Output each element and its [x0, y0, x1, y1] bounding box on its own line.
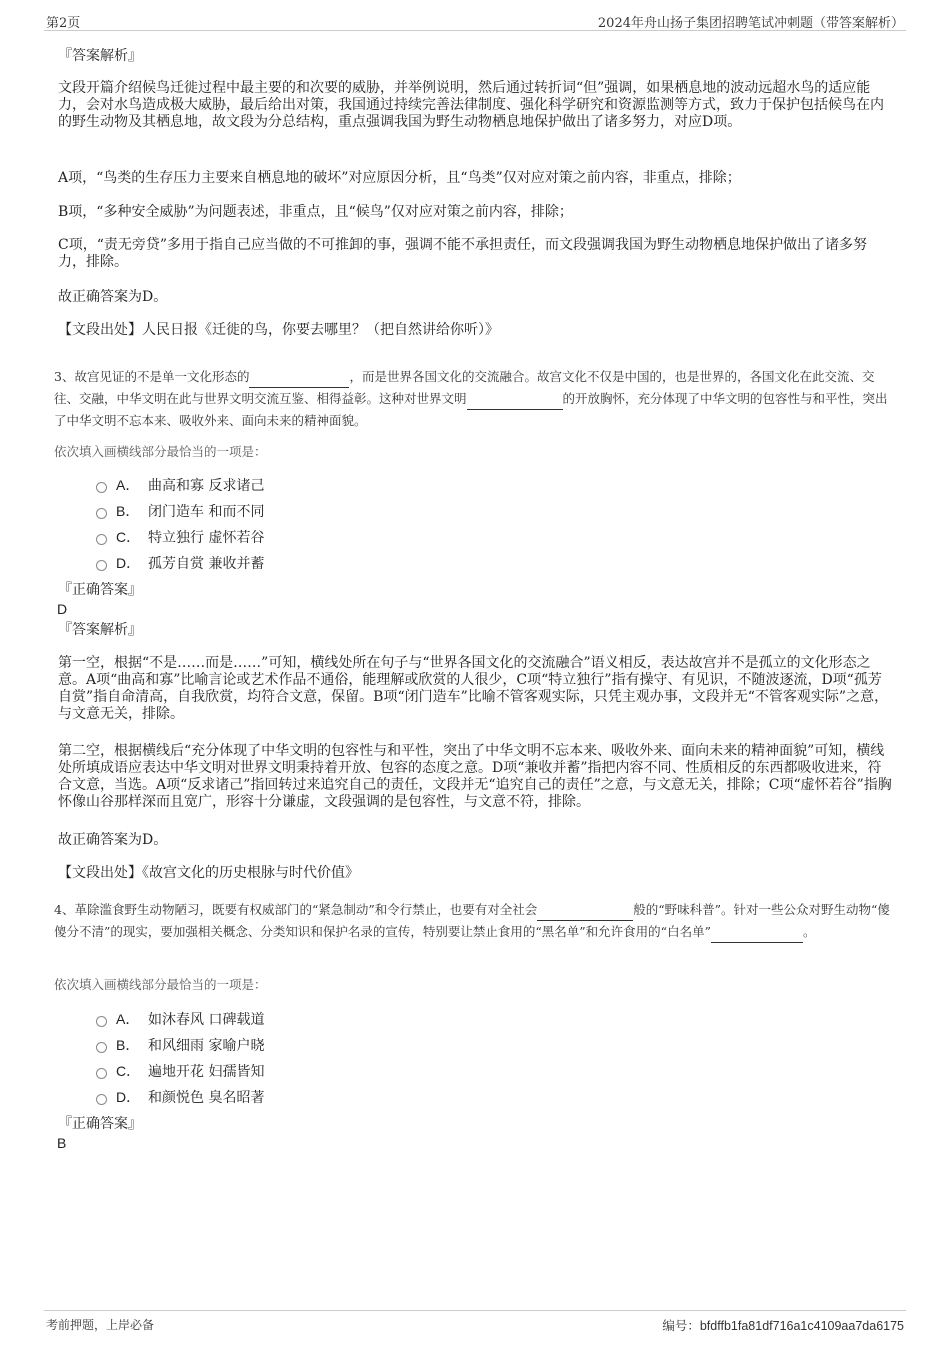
radio-icon[interactable]: [96, 560, 107, 571]
radio-icon[interactable]: [96, 508, 107, 519]
option-d[interactable]: D． 和颜悦色 臭名昭著: [96, 1088, 264, 1106]
document-code: 编号：bfdffb1fa81df716a1c4109aa7da6175: [662, 1319, 904, 1333]
radio-icon[interactable]: [96, 1094, 107, 1105]
blank-1: [249, 366, 349, 388]
correct-answer: B: [57, 1135, 67, 1151]
radio-icon[interactable]: [96, 534, 107, 545]
correct-answer-label: 『正确答案』: [58, 582, 142, 598]
question-4-stem: 4、革除滥食野生动物陋习，既要有权威部门的“紧急制动”和令行禁止，也要有对全社会 般的“野味科普”。针对一些公众对野生动物“傻傻分不清”的现实，要加强相关概念、分类知识和保护名录的宣传，特别要让禁止食用的“黑名单”和允许食用的“白名单” 。: [54, 899, 896, 943]
option-c[interactable]: C． 特立独行 虚怀若谷: [96, 528, 264, 546]
document-title: 2024年舟山扬子集团招聘笔试冲刺题（带答案解析）: [597, 16, 904, 31]
analysis-paragraph-2: 第二空，根据横线后“充分体现了中华文明的包容性与和平性，突出了中华文明不忘本来、吸收外来、面向未来的精神面貌”可知，横线处所填成语应表达中华文明对世界文明秉持着开放、包容的态度之意。D项“兼收并蓄”指把内容不同、性质相反的东西都吸收进来，符合文意，当选。A项“反求诸己”指回转过来追究自己的责任，文段并无“追究自己的责任”之意，与文意无关，排除；C项“虚怀若谷”指胸怀像山谷那样深而且宽广，形容十分谦虚，文段强调的是包容性，与文意不符，排除。: [58, 743, 892, 810]
blank-2: [467, 388, 563, 410]
correct-answer: D: [57, 601, 68, 617]
page-header: [44, 0, 906, 31]
page-footer: [44, 1310, 906, 1333]
option-a[interactable]: A． 曲高和寡 反求诸己: [96, 476, 264, 494]
option-b-analysis: B项，“多种安全威胁”为问题表述，非重点，且“候鸟”仅对应对策之前内容，排除；: [58, 204, 573, 220]
blank-2: [711, 921, 803, 943]
analysis-paragraph: 文段开篇介绍候鸟迁徙过程中最主要的和次要的威胁，并举例说明，然后通过转折词“但”强调，如果栖息地的波动远超水鸟的适应能力，会对水鸟造成极大威胁，最后给出对策，我国通过持续完善法律制度、强化科学研究和资源监测等方式，致力于保护包括候鸟在内的野生动物及其栖息地，故文段为分总结构，重点强调我国为野生动物栖息地保护做出了诸多努力，对应D项。: [58, 80, 884, 130]
option-c-analysis: C项，“责无旁贷”多用于指自己应当做的不可推卸的事，强调不能不承担责任，而文段强调我国为野生动物栖息地保护做出了诸多努力，排除。: [58, 237, 868, 270]
option-a[interactable]: A． 如沐春风 口碑载道: [96, 1010, 264, 1028]
analysis-label: 『答案解析』: [58, 48, 142, 64]
radio-icon[interactable]: [96, 1042, 107, 1053]
conclusion: 故正确答案为D。: [58, 289, 168, 305]
footer-slogan: 考前押题，上岸必备: [46, 1318, 155, 1332]
conclusion: 故正确答案为D。: [58, 832, 168, 848]
source-citation: 【文段出处】人民日报《迁徙的鸟，你要去哪里？（把自然讲给你听）》: [58, 322, 499, 338]
question-3-stem: 3、故宫见证的不是单一文化形态的 ，而是世界各国文化的交流融合。故宫文化不仅是中国的，也是世界的，各国文化在此交流、交往、交融，中华文明在此与世界文明交流互鉴、相得益彰。这种对世界文明 的开放胸怀，充分体现了中华文明的包容性与和平性，突出了中华文明不忘本来、吸收外来、面向未来的精神面貌。: [54, 366, 896, 431]
option-b[interactable]: B． 和风细雨 家喻户晓: [96, 1036, 264, 1054]
correct-answer-label: 『正确答案』: [58, 1116, 142, 1132]
analysis-label: 『答案解析』: [58, 622, 142, 638]
radio-icon[interactable]: [96, 482, 107, 493]
option-a-analysis: A项，“鸟类的生存压力主要来自栖息地的破坏”对应原因分析，且“鸟类”仅对应对策之前内容，非重点，排除；: [58, 170, 741, 186]
analysis-paragraph-1: 第一空，根据“不是……而是……”可知，横线处所在句子与“世界各国文化的交流融合”语义相反，表达故宫并不是孤立的文化形态之意。A项“曲高和寡”比喻言论或艺术作品不通俗，能理解或欣赏的人很少，C项“特立独行”指有操守、有见识，不随波逐流，D项“孤芳自赏”指自命清高，自我欣赏，均符合文意，保留。B项“闭门造车”比喻不管客观实际，只凭主观办事，文段并无“不管客观实际”之意，与文意无关，排除。: [58, 655, 889, 722]
option-b[interactable]: B． 闭门造车 和而不同: [96, 502, 264, 520]
page-number: 第2页: [46, 16, 81, 31]
radio-icon[interactable]: [96, 1068, 107, 1079]
question-instruction: 依次填入画横线部分最恰当的一项是：: [54, 977, 267, 992]
radio-icon[interactable]: [96, 1016, 107, 1027]
blank-1: [537, 899, 633, 921]
source-citation: 【文段出处】《故宫文化的历史根脉与时代价值》: [58, 865, 359, 881]
question-instruction: 依次填入画横线部分最恰当的一项是：: [54, 444, 267, 459]
option-d[interactable]: D． 孤芳自赏 兼收并蓄: [96, 554, 264, 572]
option-c[interactable]: C． 遍地开花 妇孺皆知: [96, 1062, 264, 1080]
